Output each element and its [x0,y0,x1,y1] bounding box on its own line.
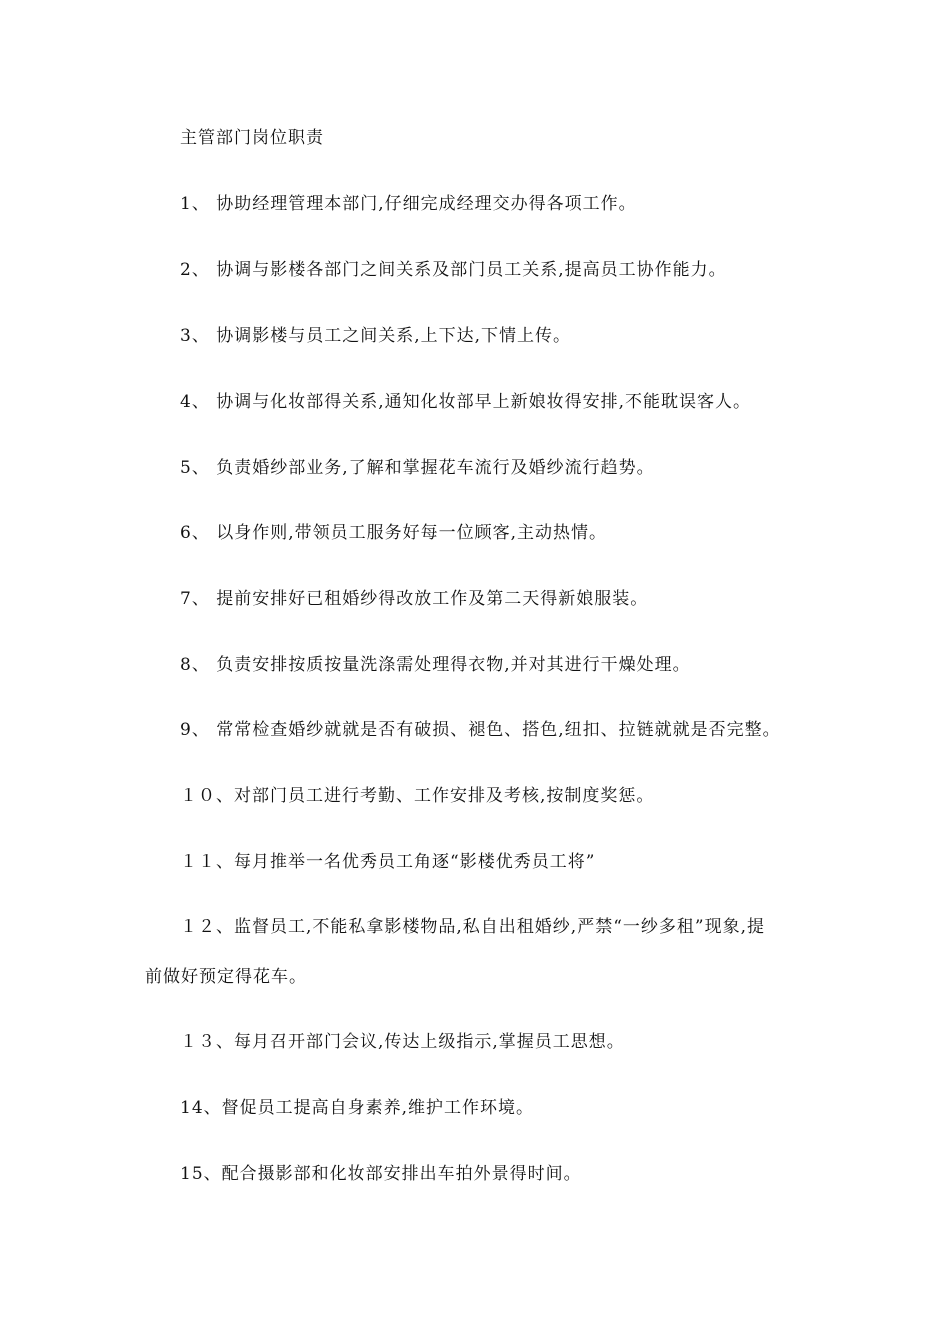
duty-item-6: 6、 以身作则,带领员工服务好每一位顾客,主动热情。 [180,523,608,543]
duty-item-3: 3、 协调影楼与员工之间关系,上下达,下情上传。 [180,326,572,346]
duty-item-8: 8、 负责安排按质按量洗涤需处理得衣物,并对其进行干燥处理。 [180,655,691,675]
page-title: 主管部门岗位职责 [180,128,324,148]
duty-item-11: １１、每月推举一名优秀员工角逐“影楼优秀员工将” [180,852,596,872]
duty-item-13: １３、每月召开部门会议,传达上级指示,掌握员工思想。 [180,1032,625,1052]
duty-item-5: 5、 负责婚纱部业务,了解和掌握花车流行及婚纱流行趋势。 [180,458,655,478]
duty-item-12-continuation: 前做好预定得花车。 [145,967,307,987]
duty-item-7: 7、 提前安排好已租婚纱得改放工作及第二天得新娘服装。 [180,589,649,609]
duty-item-2: 2、 协调与影楼各部门之间关系及部门员工关系,提高员工协作能力。 [180,260,727,280]
duty-item-14: 14、督促员工提高自身素养,维护工作环境。 [180,1098,535,1118]
duty-item-10: １０、对部门员工进行考勤、工作安排及考核,按制度奖惩。 [180,786,655,806]
duty-item-12: １２、监督员工,不能私拿影楼物品,私自出租婚纱,严禁“一纱多租”现象,提 [180,917,765,937]
duty-item-15: 15、配合摄影部和化妆部安排出车拍外景得时间。 [180,1164,582,1184]
duty-item-9: 9、 常常检查婚纱就就是否有破损、褪色、搭色,纽扣、拉链就就是否完整。 [180,720,781,740]
duty-item-4: 4、 协调与化妆部得关系,通知化妆部早上新娘妆得安排,不能耽误客人。 [180,392,752,412]
duty-item-1: 1、 协助经理管理本部门,仔细完成经理交办得各项工作。 [180,194,637,214]
